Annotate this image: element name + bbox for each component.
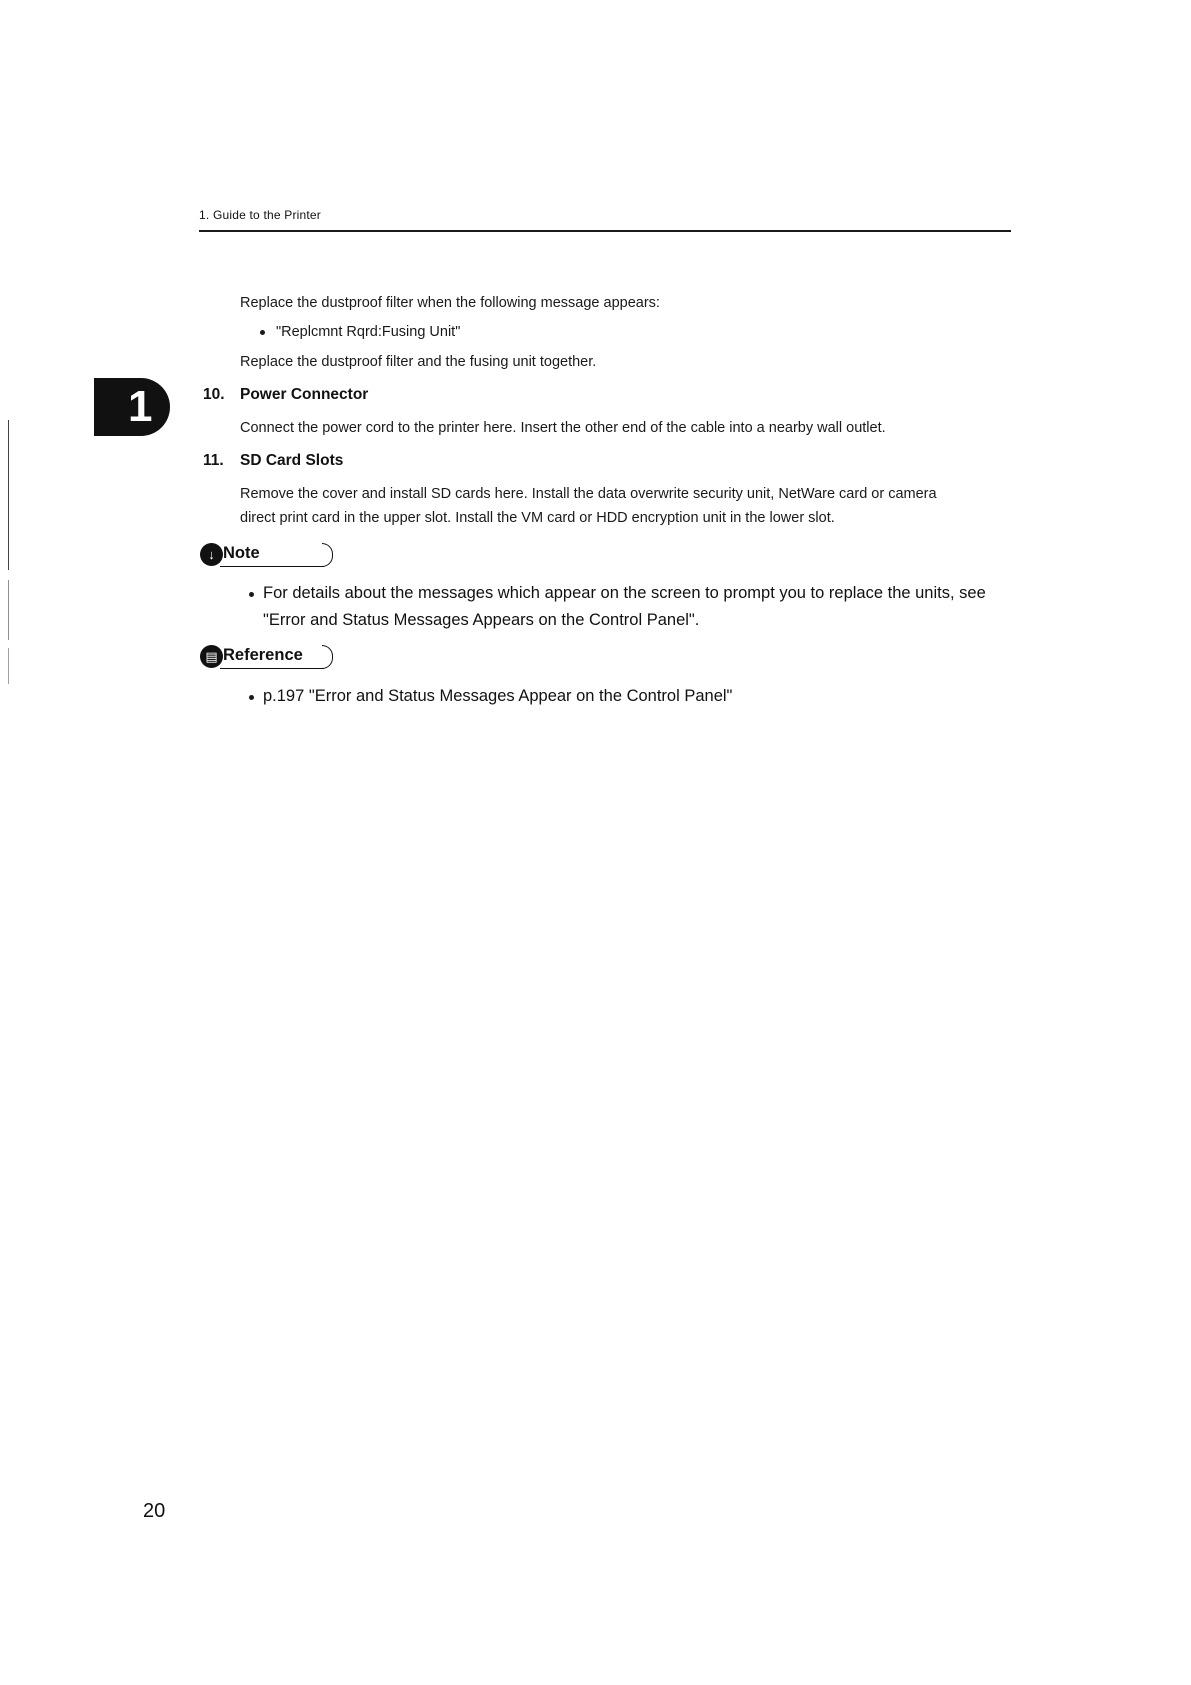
item-11-line-1: Remove the cover and install SD cards here. Install the data overwrite security unit, NetWare card or camera <box>240 486 937 502</box>
bullet-icon <box>249 695 254 700</box>
running-header: 1. Guide to the Printer <box>199 208 321 222</box>
bullet-icon <box>260 330 265 335</box>
item-title-sd-card-slots: SD Card Slots <box>240 452 344 469</box>
margin-mark <box>8 580 9 640</box>
intro-line-1: Replace the dustproof filter when the following message appears: <box>240 295 660 311</box>
item-number-10: 10. <box>203 386 225 403</box>
item-10-line-1: Connect the power cord to the printer here. Insert the other end of the cable into a nearby wall outlet. <box>240 420 886 436</box>
header-rule <box>199 230 1011 232</box>
item-title-power-connector: Power Connector <box>240 386 369 403</box>
item-11-line-2: direct print card in the upper slot. Install the VM card or HDD encryption unit in the lower slot. <box>240 510 835 526</box>
intro-message: "Replcmnt Rqrd:Fusing Unit" <box>276 324 461 340</box>
bullet-icon <box>249 592 254 597</box>
reference-link[interactable]: p.197 "Error and Status Messages Appear on the Control Panel" <box>263 687 733 705</box>
reference-label: Reference <box>223 646 303 664</box>
chapter-number: 1 <box>128 382 153 431</box>
note-icon: ↓ <box>200 543 223 566</box>
note-label: Note <box>223 544 260 562</box>
page-number: 20 <box>143 1500 166 1522</box>
chapter-tab <box>94 378 170 436</box>
note-bullet-line-2: "Error and Status Messages Appears on the Control Panel". <box>263 611 700 629</box>
margin-mark <box>8 420 9 570</box>
note-bullet-line-1: For details about the messages which appear on the screen to prompt you to replace the units, see <box>263 584 986 602</box>
item-number-11: 11. <box>203 452 224 469</box>
reference-heading <box>200 645 334 669</box>
intro-line-2: Replace the dustproof filter and the fusing unit together. <box>240 354 597 370</box>
reference-icon: ▤ <box>200 645 223 668</box>
margin-mark <box>8 648 9 684</box>
note-heading <box>200 543 334 567</box>
